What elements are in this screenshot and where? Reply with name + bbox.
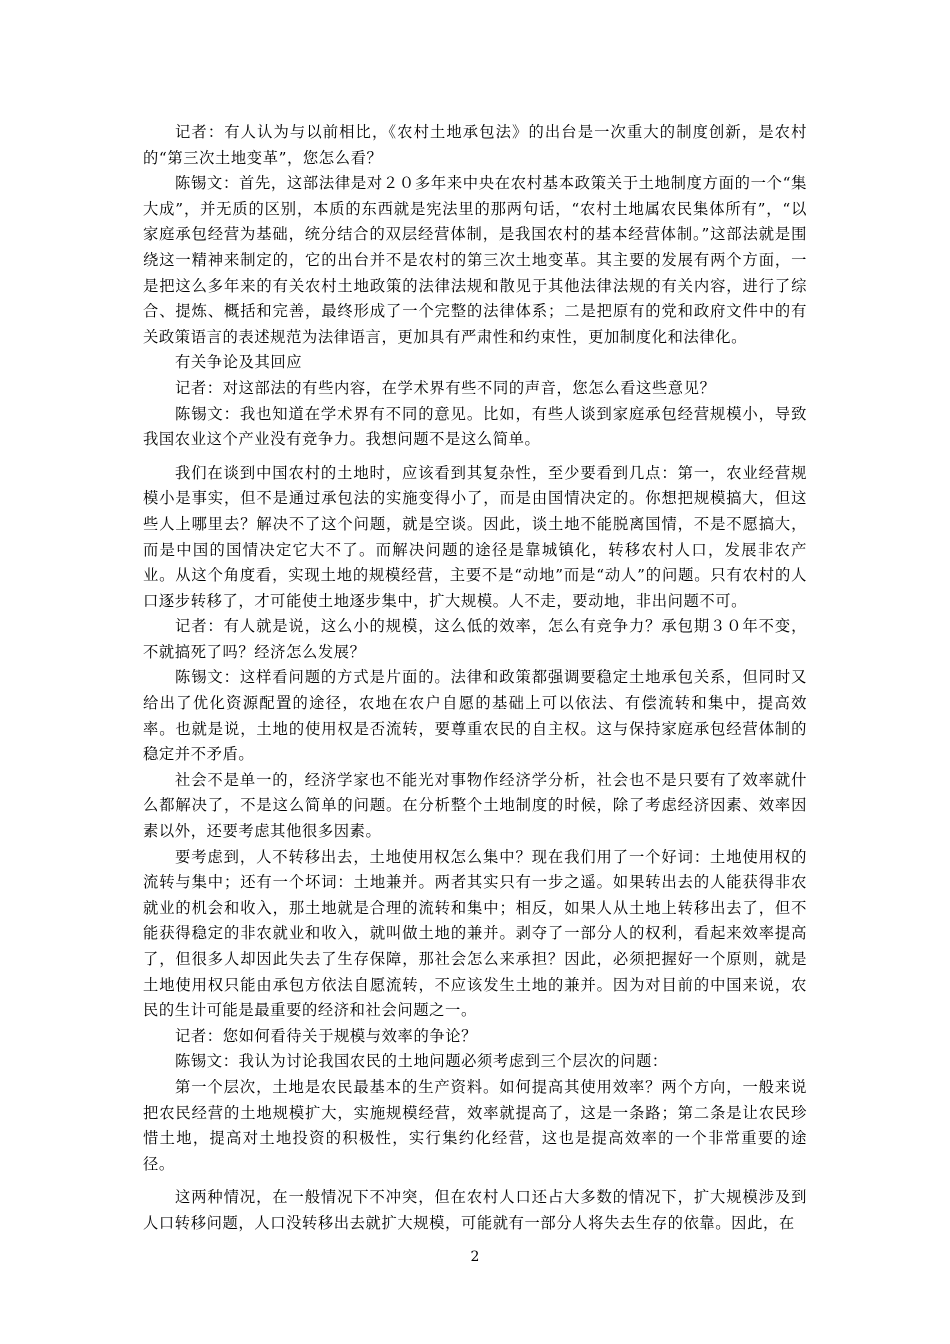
section-heading-disputes: 有关争论及其回应 — [175, 353, 303, 372]
paragraph-national-conditions: 我们在谈到中国农村的土地时，应该看到其复杂性，至少要看到几点：第一，农业经营规模小是事实，但不是通过承包法的实施变得小了，而是由国情决定的。你想把规模搞大，但这些人上哪里去？解决不了这个问题，就是空谈。因此，谈土地不能脱离国情，不是不愿搞大，而是中国的国情决定它大不了。而解决问题的途径是靠城镇化，转移农村人口，发展非农产业。从这个角度看，实现土地的规模经营，主要不是“动地”而是“动人”的问题。只有农村的人口逐步转移了，才可能使土地逐步集中，扩大规模。人不走，要动地，非出问题不可。 — [143, 463, 807, 610]
paragraph-reporter-question-3: 记者：有人就是说，这么小的规模，这么低的效率，怎么有竞争力？承包期３０年不变，不就搞死了吗？经济怎么发展？ — [143, 617, 807, 661]
paragraph-chen-answer-3: 陈锡文：这样看问题的方式是片面的。法律和政策都强调要稳定土地承包关系，但同时又给出了优化资源配置的途径，农地在农户自愿的基础上可以依法、有偿流转和集中，提高效率。也就是说，土地的使用权是否流转，要尊重农民的自主权。这与保持家庭承包经营体制的稳定并不矛盾。 — [143, 668, 807, 764]
paragraph-two-situations: 这两种情况，在一般情况下不冲突，但在农村人口还占大多数的情况下，扩大规模涉及到人口转移问题，人口没转移出去就扩大规模，可能就有一部分人将失去生存的依靠。因此，在 — [143, 1188, 807, 1232]
paragraph-reporter-question-4: 记者：您如何看待关于规模与效率的争论？ — [175, 1026, 478, 1045]
paragraph-first-level: 第一个层次，土地是农民最基本的生产资料。如何提高其使用效率？两个方向，一般来说把农民经营的土地规模扩大，实施规模经营，效率就提高了，这是一条路；第二条是让农民珍惜土地，提高对土地投资的积极性，实行集约化经营，这也是提高效率的一个非常重要的途径。 — [143, 1077, 807, 1173]
paragraph-chen-answer-2: 陈锡文：我也知道在学术界有不同的意见。比如，有些人谈到家庭承包经营规模小，导致我国农业这个产业没有竞争力。我想问题不是这么简单。 — [143, 404, 807, 449]
document-body — [143, 120, 807, 1237]
paragraph-reporter-question-2: 记者：对这部法的有些内容，在学术界有些不同的声音，您怎么看这些意见？ — [175, 378, 716, 397]
paragraph-reporter-question-1: 记者：有人认为与以前相比，《农村土地承包法》的出台是一次重大的制度创新，是农村的“第三次土地变革”，您怎么看？ — [143, 123, 807, 167]
page-number: 2 — [470, 1249, 480, 1265]
paragraph-land-transfer: 要考虑到，人不转移出去，土地使用权怎么集中？现在我们用了一个好词：土地使用权的流转与集中；还有一个坏词：土地兼并。两者其实只有一步之遥。如果转出去的人能获得非农就业的机会和收入，那土地就是合理的流转和集中；相反，如果人从土地上转移出去了，但不能获得稳定的非农就业和收入，就叫做土地的兼并。剥夺了一部分人的权利，看起来效率提高了，但很多人却因此失去了生存保障，那社会怎么来承担？因此，必须把握好一个原则，就是土地使用权只能由承包方依法自愿流转，不应该发生土地的兼并。因为对目前的中国来说，农民的生计可能是最重要的经济和社会问题之一。 — [143, 847, 807, 1020]
paragraph-chen-answer-4: 陈锡文：我认为讨论我国农民的土地问题必须考虑到三个层次的问题： — [175, 1052, 668, 1071]
paragraph-society-not-single: 社会不是单一的，经济学家也不能光对事物作经济学分析，社会也不是只要有了效率就什么都解决了，不是这么简单的问题。在分析整个土地制度的时候，除了考虑经济因素、效率因素以外，还要考虑其他很多因素。 — [143, 770, 807, 841]
paragraph-chen-answer-1: 陈锡文：首先，这部法律是对２０多年来中央在农村基本政策关于土地制度方面的一个“集大成”，并无质的区别，本质的东西就是宪法里的那两句话，“农村土地属农民集体所有”，“以家庭承包经营为基础，统分结合的双层经营体制，是我国农村的基本经营体制。”这部法就是围绕这一精神来制定的，它的出台并不是农村的第三次土地变革。其主要的发展有两个方面，一是把这么多年来的有关农村土地政策的法律法规和散见于其他法律法规的有关内容，进行了综合、提炼、概括和完善，最终形成了一个完整的法律体系；二是把原有的党和政府文件中的有关政策语言的表述规范为法律语言，更加具有严肃性和约束性，更加制度化和法律化。 — [143, 174, 807, 346]
